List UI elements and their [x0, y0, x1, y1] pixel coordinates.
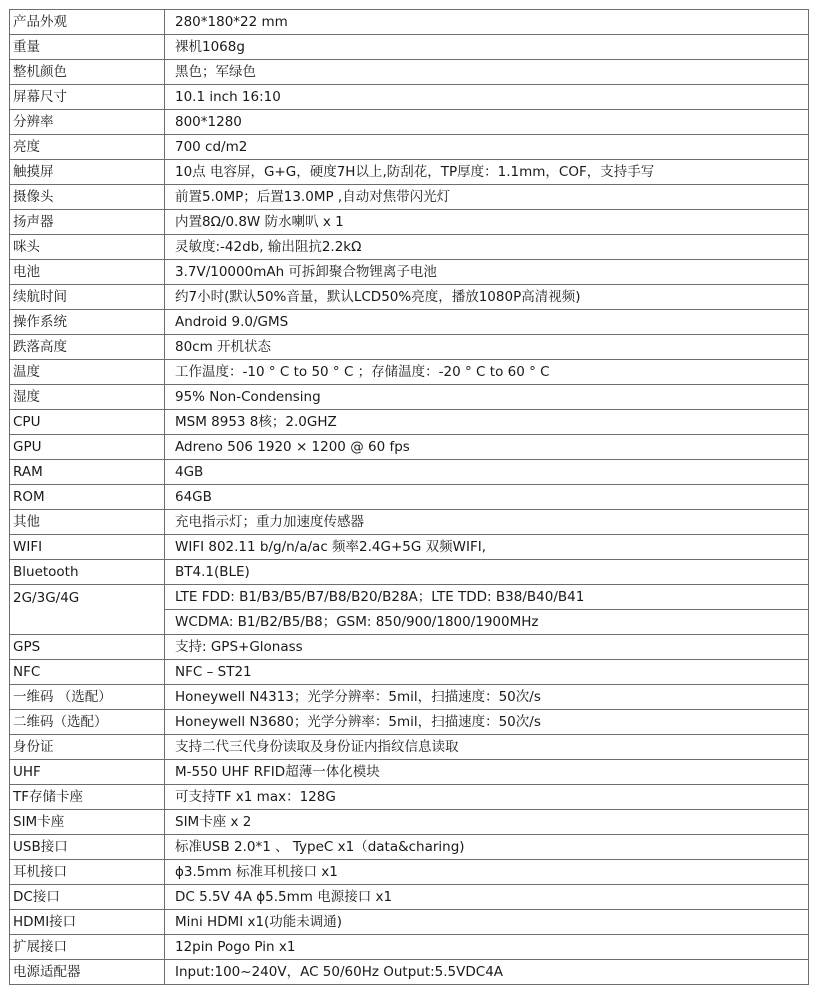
spec-row — [10, 960, 809, 985]
spec-row — [10, 535, 809, 560]
spec-label: 亮度 — [10, 135, 165, 160]
spec-value: 支持二代三代身份读取及身份证内指纹信息读取 — [165, 735, 809, 760]
spec-label: 湿度 — [10, 385, 165, 410]
spec-row — [10, 410, 809, 435]
spec-row-network — [10, 585, 809, 610]
spec-label: 续航时间 — [10, 285, 165, 310]
spec-value: 12pin Pogo Pin x1 — [165, 935, 809, 960]
spec-value: M-550 UHF RFID超薄一体化模块 — [165, 760, 809, 785]
spec-row — [10, 860, 809, 885]
spec-row — [10, 310, 809, 335]
spec-label: GPS — [10, 635, 165, 660]
spec-row — [10, 135, 809, 160]
spec-value: 灵敏度:-42db, 输出阻抗2.2kΩ — [165, 235, 809, 260]
spec-label: USB接口 — [10, 835, 165, 860]
spec-row — [10, 35, 809, 60]
spec-label: 触摸屏 — [10, 160, 165, 185]
spec-row — [10, 110, 809, 135]
spec-row — [10, 85, 809, 110]
spec-row — [10, 760, 809, 785]
spec-row — [10, 210, 809, 235]
spec-label: 身份证 — [10, 735, 165, 760]
spec-row — [10, 635, 809, 660]
spec-row — [10, 810, 809, 835]
spec-label: 操作系统 — [10, 310, 165, 335]
spec-value: Android 9.0/GMS — [165, 310, 809, 335]
spec-value: 64GB — [165, 485, 809, 510]
spec-value: 4GB — [165, 460, 809, 485]
spec-label: 屏幕尺寸 — [10, 85, 165, 110]
spec-label: 跌落高度 — [10, 335, 165, 360]
spec-row — [10, 60, 809, 85]
spec-row — [10, 10, 809, 35]
spec-value: BT4.1(BLE) — [165, 560, 809, 585]
spec-value: 95% Non-Condensing — [165, 385, 809, 410]
spec-table-body — [10, 10, 809, 985]
spec-value: WIFI 802.11 b/g/n/a/ac 频率2.4G+5G 双频WIFI, — [165, 535, 809, 560]
spec-value: Input:100~240V，AC 50/60Hz Output:5.5VDC4A — [165, 960, 809, 985]
spec-row — [10, 560, 809, 585]
spec-value: 3.7V/10000mAh 可拆卸聚合物锂离子电池 — [165, 260, 809, 285]
spec-label: 分辨率 — [10, 110, 165, 135]
spec-value: 内置8Ω/0.8W 防水喇叭 x 1 — [165, 210, 809, 235]
spec-value: Honeywell N4313；光学分辨率：5mil，扫描速度：50次/s — [165, 685, 809, 710]
spec-row — [10, 285, 809, 310]
spec-label: ROM — [10, 485, 165, 510]
spec-row — [10, 335, 809, 360]
spec-label: NFC — [10, 660, 165, 685]
spec-row — [10, 735, 809, 760]
spec-label: 摄像头 — [10, 185, 165, 210]
spec-row — [10, 185, 809, 210]
spec-row — [10, 710, 809, 735]
spec-row — [10, 685, 809, 710]
spec-value: 黑色；军绿色 — [165, 60, 809, 85]
spec-row — [10, 260, 809, 285]
spec-value: 可支持TF x1 max：128G — [165, 785, 809, 810]
spec-value: Mini HDMI x1(功能未调通) — [165, 910, 809, 935]
spec-label: CPU — [10, 410, 165, 435]
spec-value: DC 5.5V 4A ɸ5.5mm 电源接口 x1 — [165, 885, 809, 910]
spec-value: 工作温度：-10 ° C to 50 ° C ；存储温度：-20 ° C to 60 ° C — [165, 360, 809, 385]
spec-value: 前置5.0MP；后置13.0MP ,自动对焦带闪光灯 — [165, 185, 809, 210]
spec-value: 280*180*22 mm — [165, 10, 809, 35]
spec-label: WIFI — [10, 535, 165, 560]
spec-value: ɸ3.5mm 标准耳机接口 x1 — [165, 860, 809, 885]
spec-label: SIM卡座 — [10, 810, 165, 835]
spec-row — [10, 835, 809, 860]
spec-value: 800*1280 — [165, 110, 809, 135]
spec-value: 80cm 开机状态 — [165, 335, 809, 360]
spec-value: 标准USB 2.0*1 、 TypeC x1（data&charing) — [165, 835, 809, 860]
spec-row — [10, 360, 809, 385]
spec-label: 产品外观 — [10, 10, 165, 35]
spec-row — [10, 785, 809, 810]
spec-value: 支持: GPS+Glonass — [165, 635, 809, 660]
spec-value: 裸机1068g — [165, 35, 809, 60]
spec-label: UHF — [10, 760, 165, 785]
spec-label: GPU — [10, 435, 165, 460]
spec-value-network-wcdma: WCDMA: B1/B2/B5/B8；GSM: 850/900/1800/1900MHz — [165, 610, 809, 635]
spec-label: 扬声器 — [10, 210, 165, 235]
spec-label: 电池 — [10, 260, 165, 285]
spec-row — [10, 660, 809, 685]
spec-label: 其他 — [10, 510, 165, 535]
spec-label: HDMI接口 — [10, 910, 165, 935]
spec-value: SIM卡座 x 2 — [165, 810, 809, 835]
spec-label: TF存储卡座 — [10, 785, 165, 810]
spec-label: Bluetooth — [10, 560, 165, 585]
spec-row — [10, 510, 809, 535]
spec-row — [10, 485, 809, 510]
spec-value: 10.1 inch 16:10 — [165, 85, 809, 110]
spec-label: 扩展接口 — [10, 935, 165, 960]
spec-value: 10点 电容屏，G+G，硬度7H以上,防刮花，TP厚度：1.1mm，COF，支持手写 — [165, 160, 809, 185]
spec-value: NFC – ST21 — [165, 660, 809, 685]
spec-row — [10, 160, 809, 185]
spec-value-network-lte: LTE FDD: B1/B3/B5/B7/B8/B20/B28A；LTE TDD: B38/B40/B41 — [165, 585, 809, 610]
spec-value: 约7小时(默认50%音量，默认LCD50%亮度，播放1080P高清视频) — [165, 285, 809, 310]
spec-row — [10, 910, 809, 935]
spec-label: 耳机接口 — [10, 860, 165, 885]
spec-value: Honeywell N3680；光学分辨率：5mil，扫描速度：50次/s — [165, 710, 809, 735]
spec-label: RAM — [10, 460, 165, 485]
spec-label-network: 2G/3G/4G — [10, 585, 165, 635]
spec-row — [10, 385, 809, 410]
spec-row — [10, 235, 809, 260]
spec-label: 整机颜色 — [10, 60, 165, 85]
spec-row — [10, 435, 809, 460]
spec-label: 咪头 — [10, 235, 165, 260]
spec-label: 重量 — [10, 35, 165, 60]
spec-value: MSM 8953 8核；2.0GHZ — [165, 410, 809, 435]
spec-row — [10, 885, 809, 910]
spec-label: 电源适配器 — [10, 960, 165, 985]
spec-value: 700 cd/m2 — [165, 135, 809, 160]
spec-label: DC接口 — [10, 885, 165, 910]
spec-value: Adreno 506 1920 × 1200 @ 60 fps — [165, 435, 809, 460]
spec-table — [9, 9, 809, 985]
spec-label: 二维码（选配） — [10, 710, 165, 735]
spec-label: 一维码 （选配） — [10, 685, 165, 710]
spec-value: 充电指示灯；重力加速度传感器 — [165, 510, 809, 535]
spec-row — [10, 935, 809, 960]
spec-label: 温度 — [10, 360, 165, 385]
spec-row — [10, 460, 809, 485]
